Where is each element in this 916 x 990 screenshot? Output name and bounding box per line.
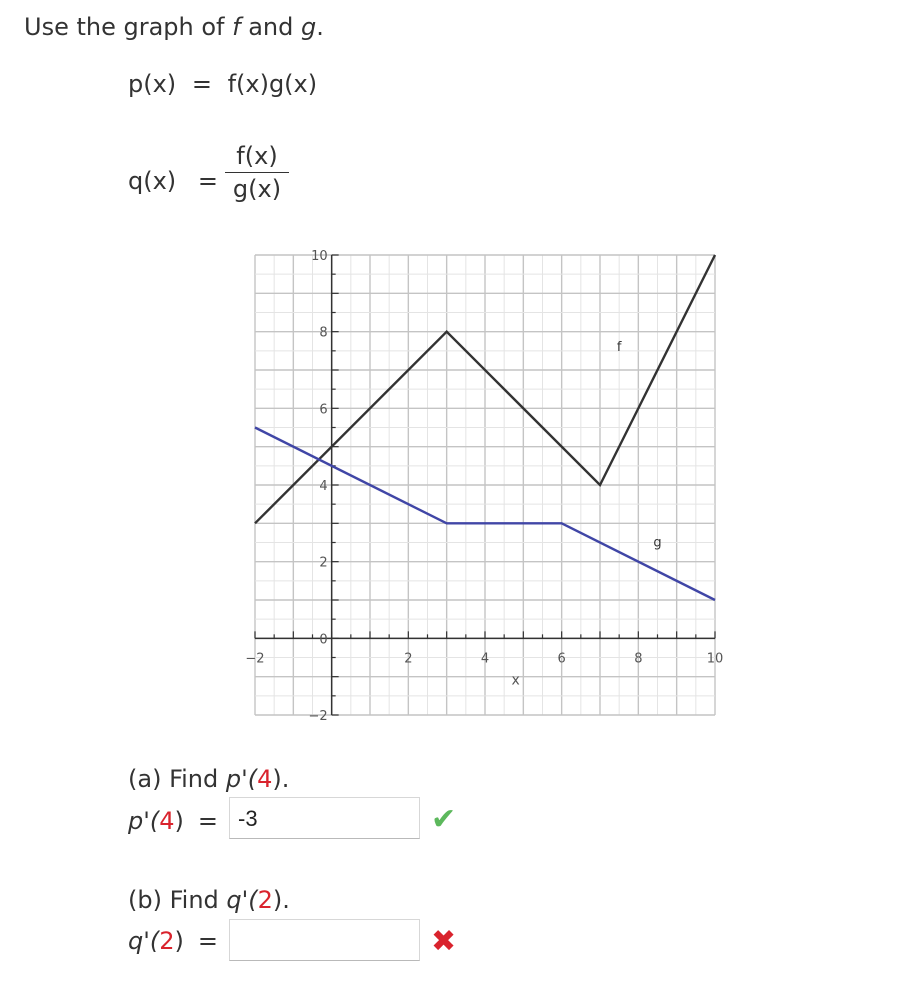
x-axis-label: x [511,672,520,689]
part-b-arg: 2 [257,886,273,914]
graph-f-g [240,240,740,730]
p-equals: = [191,70,212,98]
instructions-and: and [240,13,301,41]
part-a-prompt [128,765,289,793]
part-a-label-arg: 4 [159,807,175,835]
q-definition-lhs [128,167,218,195]
y-tick-label: 6 [319,402,328,418]
part-a-label-close: ) [174,807,184,835]
q-numerator: f(x) [225,142,289,173]
q-denominator: g(x) [232,175,282,203]
y-tick-label: 4 [319,479,328,494]
correct-check-icon: ✔ [431,802,457,837]
q-equals: = [197,167,218,195]
x-tick-label: −2 [245,651,265,667]
instructions-period: . [316,13,324,41]
q-lhs: q(x) [128,167,177,195]
part-a-func: p'( [225,765,258,793]
part-b-label [128,927,218,955]
x-tick-label: 6 [557,651,566,667]
series-f-label: f [616,339,622,355]
p-rhs: f(x)g(x) [227,70,318,98]
part-a-arg: 4 [257,765,273,793]
x-tick-label: 4 [480,651,490,667]
instructions-text: Use the graph of [24,13,233,41]
y-tick-label: 0 [319,632,328,648]
part-a-equals: = [197,807,218,835]
part-a-prefix: (a) Find [128,765,226,793]
part-b-answer-input[interactable] [229,919,420,961]
part-b-func: q'( [226,886,258,914]
function-g-name: g [301,13,317,41]
q-fraction [225,142,289,203]
instructions [24,13,324,41]
y-tick-label: 10 [311,249,328,264]
y-tick-label: 2 [319,555,328,571]
part-b-close: ). [272,886,290,914]
p-lhs: p(x) [128,70,177,98]
part-b-label-func: q'( [128,927,160,955]
y-tick-label: 8 [319,325,328,341]
x-tick-label: 8 [634,651,643,667]
part-a-close: ). [272,765,290,793]
y-tick-label: −2 [308,709,328,724]
series-g-label: g [653,535,662,551]
part-b-label-close: ) [174,927,184,955]
x-tick-label: 10 [706,651,724,667]
x-tick-label: 2 [404,651,413,667]
part-a-label-func: p'( [128,807,160,835]
part-b-prefix: (b) Find [128,886,227,914]
part-a-answer-input[interactable]: -3 [229,797,420,839]
part-b-label-arg: 2 [159,927,175,955]
part-b-equals: = [197,927,218,955]
function-f-name: f [232,13,241,41]
part-b-prompt [128,886,290,914]
p-definition [128,70,317,98]
part-a-label [128,807,218,835]
incorrect-x-icon: ✖ [431,924,457,959]
